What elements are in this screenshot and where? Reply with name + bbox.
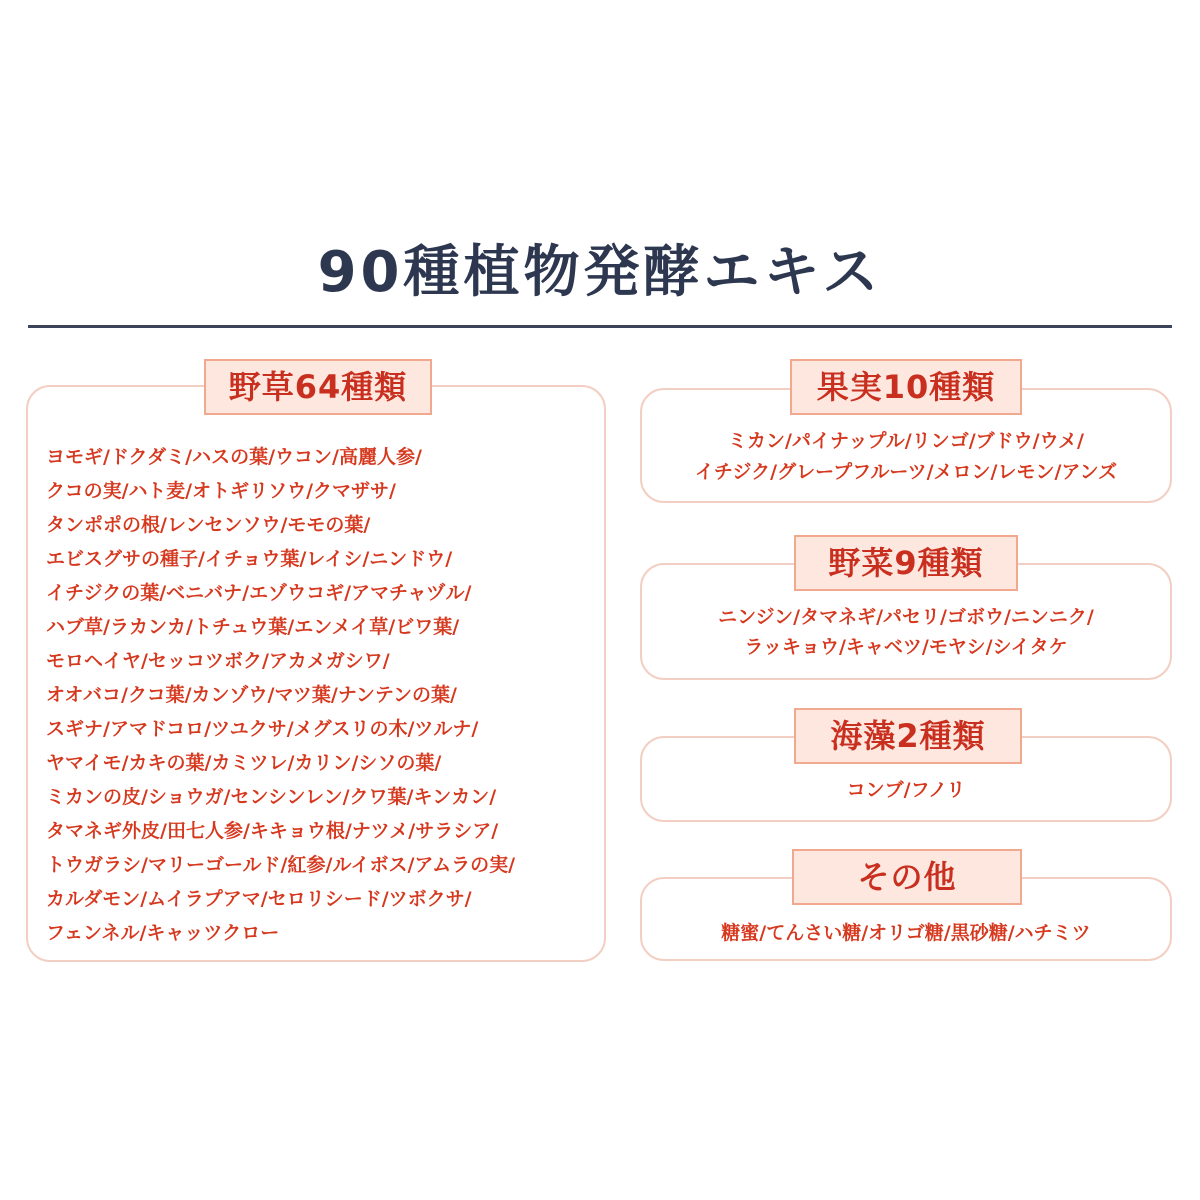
vegetables-line: ラッキョウ/キャベツ/モヤシ/シイタケ [744, 636, 1068, 658]
wild-herbs-line: タマネギ外皮/田七人参/キキョウ根/ナツメ/サラシア/ [46, 820, 499, 842]
wild-herbs-line: エビスグサの種子/イチョウ葉/レイシ/ニンドウ/ [46, 548, 453, 570]
wild-herbs-line: スギナ/アマドコロ/ツユクサ/メグスリの木/ツルナ/ [46, 718, 479, 740]
wild-herbs-line: ミカンの皮/ショウガ/センシンレン/クワ葉/キンカン/ [46, 786, 497, 808]
others-line: 糖蜜/てんさい糖/オリゴ糖/黒砂糖/ハチミツ [721, 922, 1091, 944]
fruits-line: イチジク/グレープフルーツ/メロン/レモン/アンズ [694, 461, 1118, 483]
title-divider [28, 325, 1172, 328]
page-title: 90種植物発酵エキス [317, 240, 883, 305]
seaweed-line: コンブ/フノリ [846, 779, 966, 801]
wild-herbs-line: モロヘイヤ/セッコツボク/アカメガシワ/ [46, 650, 390, 672]
fruits-line: ミカン/パイナップル/リンゴ/ブドウ/ウメ/ [728, 430, 1084, 452]
vegetables-line: ニンジン/タマネギ/パセリ/ゴボウ/ニンニク/ [718, 606, 1094, 628]
wild-herbs-line: イチジクの葉/ベニバナ/エゾウコギ/アマチャヅル/ [46, 582, 472, 604]
wild-herbs-line: フェンネル/キャッツクロー [46, 922, 280, 944]
wild-herbs-line: カルダモン/ムイラプアマ/セロリシード/ツボクサ/ [46, 888, 472, 910]
wild-herbs-line: タンポポの根/レンセンソウ/モモの葉/ [46, 514, 371, 536]
others-label: その他 [792, 849, 1022, 905]
seaweed-label: 海藻2種類 [794, 708, 1022, 764]
wild-herbs-line: ハブ草/ラカンカ/トチュウ葉/エンメイ草/ビワ葉/ [46, 616, 460, 638]
wild-herbs-line: クコの実/ハト麦/オトギリソウ/クマザサ/ [46, 480, 396, 502]
wild-herbs-label: 野草64種類 [204, 359, 432, 415]
vegetables-label: 野菜9種類 [794, 535, 1018, 591]
wild-herbs-line: トウガラシ/マリーゴールド/紅参/ルイボス/アムラの実/ [46, 854, 516, 876]
wild-herbs-line: ヨモギ/ドクダミ/ハスの葉/ウコン/高麗人参/ [46, 446, 422, 468]
wild-herbs-line: ヤマイモ/カキの葉/カミツレ/カリン/シソの葉/ [46, 752, 442, 774]
wild-herbs-line: オオバコ/クコ葉/カンゾウ/マツ葉/ナンテンの葉/ [46, 684, 457, 706]
fruits-label: 果実10種類 [790, 359, 1022, 415]
